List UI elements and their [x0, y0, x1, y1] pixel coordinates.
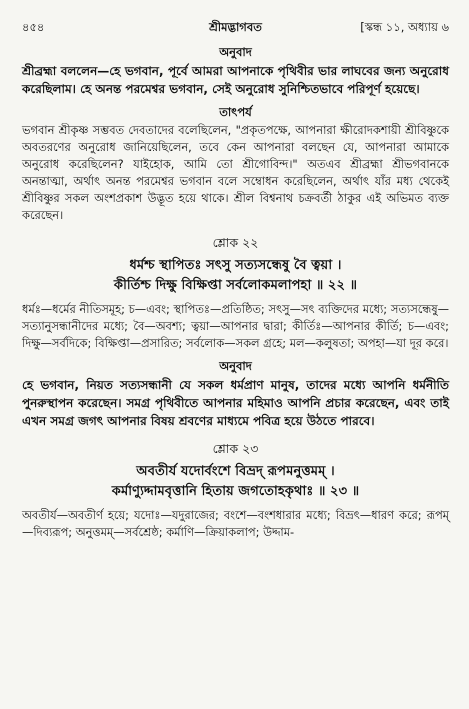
verse-22-line-2: কীর্তিশ্চ দিক্ষু বিক্ষিপ্তা সর্বলোকমলাপহা ॥ ২২ ॥ [113, 278, 358, 293]
verse-22-synonyms: ধর্মঃ—ধর্মের নীতিসমূহ; চ—এবং; স্থাপিতঃ—প্রতিষ্ঠিত; সৎসু—সৎ ব্যক্তিদের মধ্যে; সত্যসন্ধেষু—সত্যানুসন্ধানীদের মধ্যে; বৈ—অবশ্য; ত্বয়া—আপনার দ্বারা; কীর্তিঃ—আপনার কীর্তি; চ—এবং; দিক্ষু—সর্বদিকে; বিক্ষিপ্তা—প্রসারিত; সর্বলোক—সকল গ্রহে; মল—কলুষতা; অপহা—যা দূর করে। [22, 302, 449, 350]
verse-22-line-1: ধর্মশ্চ স্থাপিতঃ সৎসু সত্যসন্ধেষু বৈ ত্বয়া । [129, 258, 342, 273]
translation-text: শ্রীব্রহ্মা বললেন—হে ভগবান, পূর্বে আমরা আপনাকে পৃথিবীর ভার লাঘবের জন্য অনুরোধ করেছিলাম। হে অনন্ত পরমেশ্বর ভগবান, সেই অনুরোধ সুনিশ্চিতভাবে পরিপূর্ণ হয়েছে। [22, 64, 449, 96]
verse-23-line-2: কর্মাণ্যুদ্দামবৃত্তানি হিতায় জগতোহকৃথাঃ ॥ ২৩ ॥ [111, 484, 360, 499]
page-header [22, 18, 449, 38]
verse-22-translation-heading: অনুবাদ [219, 359, 252, 373]
verse-22-translation: হে ভগবান, নিয়ত সত্যসন্ধানী যে সকল ধর্মপ্রাণ মানুষ, তাদের মধ্যে আপনি ধর্মনীতি পুনরুস্থাপন করেছেন। সমগ্র পৃথিবীতে আপনার মহিমাও আপনি প্রচার করেছেন, এবং তাই এখন সমগ্র জগৎ আপনার বিষয় শ্রবণের মাধ্যমে পবিত্র হয়ে উঠতে পারবে। [22, 378, 449, 428]
verse-23-heading: শ্লোক ২৩ [212, 441, 259, 456]
section-reference: [স্কন্ধ ১১, অধ্যায় ৬ [360, 20, 449, 34]
book-title: শ্রীমদ্ভাগবত [209, 20, 262, 34]
page-number: ৪৫৪ [22, 20, 45, 34]
verse-23-line-1: অবতীর্য যদোর্বংশে বিভ্রদ্ রূপমনুত্তমম্ । [136, 464, 335, 479]
translation-heading: অনুবাদ [219, 45, 252, 59]
purport-heading: তাৎপর্য [219, 105, 252, 119]
verse-22-heading: শ্লোক ২২ [212, 235, 259, 250]
purport-text: ভগবান শ্রীকৃষ্ণ সম্ভবত দেবতাদের বলেছিলেন, "প্রকৃতপক্ষে, আপনারা ক্ষীরোদকশায়ী শ্রীবিষ্ণুকে অবতরণের অনুরোধ জানিয়েছিলেন, তবে কেন আপনারা বলছেন যে, আপনারা আমাকে অনুরোধ করেছিলেন? যাইহোক, আমি তো শ্রীগোবিন্দ।" অতএব শ্রীব্রহ্মা শ্রীভগবানকে অনন্তাত্মা, অর্থাৎ অনন্ত পরমেশ্বর ভগবান বলে সম্বোধন করেছিলেন, অর্থাৎ যাঁর মধ্য থেকেই শ্রীবিষ্ণুর সকল অংশপ্রকাশ উদ্ভূত হয়ে থাকে। শ্রীল বিশ্বনাথ চক্রবর্তী ঠাকুর এই অভিমত ব্যক্ত করেছেন। [22, 123, 449, 222]
verse-23-synonyms: অবতীর্য—অবতীর্ণ হয়ে; যদোঃ—যদুরাজের; বংশে—বংশধারার মধ্যে; বিভ্রৎ—ধারণ করে; রূপম্—দিব্যরূপ; অনুত্তমম্—সর্বশ্রেষ্ঠ; কর্মাণি—ক্রিয়াকলাপ; উদ্দাম- [22, 508, 449, 539]
